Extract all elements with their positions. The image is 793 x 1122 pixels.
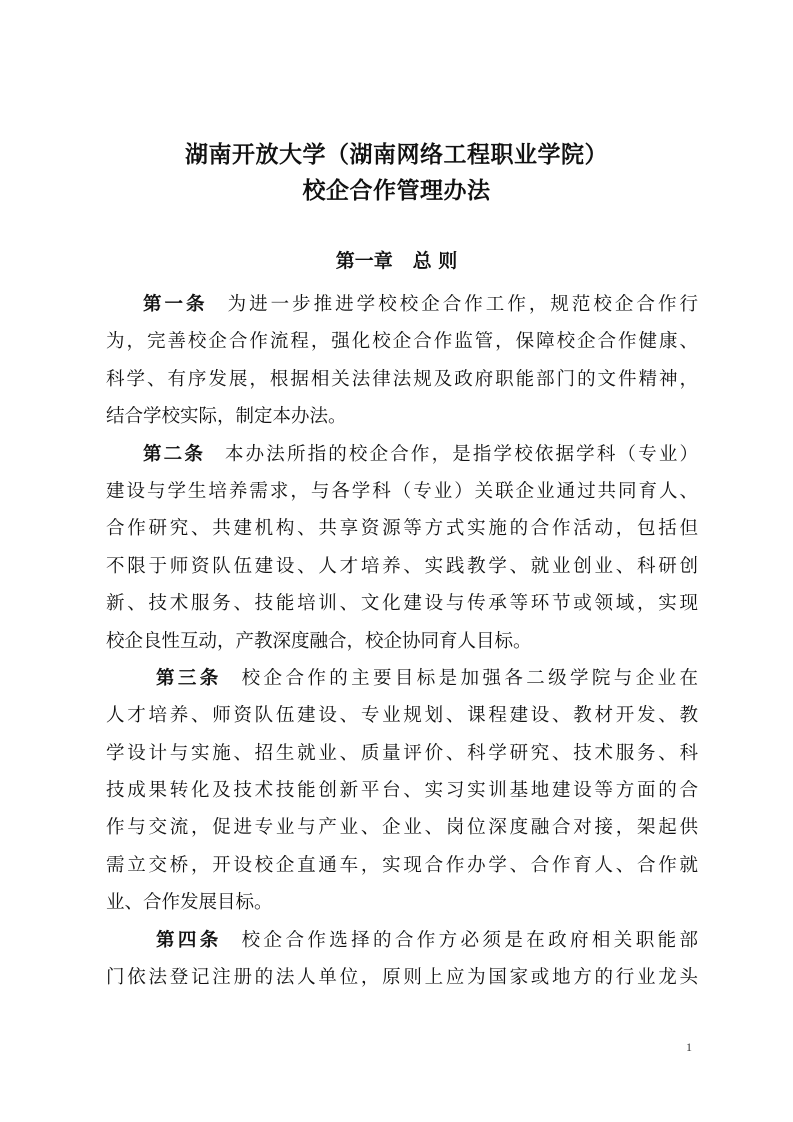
article-4-line-2: 门依法登记注册的法人单位，原则上应为国家或地方的行业龙头 — [106, 967, 698, 989]
article-2-line-4: 不限于师资队伍建设、人才培养、实践教学、就业创业、科研创 — [106, 555, 698, 577]
article-2-line-2: 建设与学生培养需求，与各学科（专业）关联企业通过共同育人、 — [106, 480, 698, 502]
article-3-line-7: 业、合作发展目标。 — [106, 892, 273, 914]
document-title-line2: 校企合作管理办法 — [302, 178, 491, 204]
article-3-line-3: 学设计与实施、招生就业、质量评价、科学研究、技术服务、科 — [106, 742, 698, 764]
article-2-line-3: 合作研究、共建机构、共享资源等方式实施的合作活动，包括但 — [106, 518, 698, 540]
article-2-line-5: 新、技术服务、技能培训、文化建设与传承等环节或领域，实现 — [106, 593, 698, 615]
article-3-line-6: 需立交桥，开设校企直通车，实现合作办学、合作育人、合作就 — [106, 854, 698, 876]
article-3-line-4: 技成果转化及技术技能创新平台、实习实训基地建设等方面的合 — [106, 780, 698, 802]
article-1-text: 为进一步推进学校校企合作工作，规范校企合作行 — [227, 294, 698, 315]
article-2-line-1 — [106, 436, 698, 473]
chapter-heading: 第一章 总 则 — [335, 250, 458, 272]
article-2-text: 本办法所指的校企合作，是指学校依据学科（专业） — [224, 443, 698, 465]
article-2-line-6: 校企良性互动，产教深度融合，校企协同育人目标。 — [106, 630, 532, 652]
article-1-line-3: 科学、有序发展，根据相关法律法规及政府职能部门的文件精神， — [106, 368, 698, 390]
article-3-line-1 — [106, 660, 698, 697]
article-2-label: 第二条 — [143, 443, 205, 465]
article-4-label: 第四条 — [156, 929, 222, 951]
article-4-text: 校企合作选择的合作方必须是在政府相关职能部 — [241, 929, 698, 951]
article-3-line-2: 人才培养、师资队伍建设、专业规划、课程建设、教材开发、教 — [106, 705, 698, 727]
article-3-line-5: 作与交流，促进专业与产业、企业、岗位深度融合对接，架起供 — [106, 817, 698, 839]
article-1-line-1 — [106, 286, 698, 323]
article-1-label: 第一条 — [143, 294, 208, 315]
article-4-line-1 — [106, 922, 698, 959]
document-title-line1: 湖南开放大学（湖南网络工程职业学院） — [185, 142, 608, 168]
article-3-text: 校企合作的主要目标是加强各二级学院与企业在 — [241, 667, 698, 689]
article-3-label: 第三条 — [156, 667, 222, 689]
article-1-line-2: 为，完善校企合作流程，强化校企合作监管，保障校企合作健康、 — [106, 331, 698, 353]
page-number: 1 — [686, 1040, 692, 1054]
article-1-line-4: 结合学校实际，制定本办法。 — [106, 406, 347, 428]
document-body — [106, 286, 698, 996]
